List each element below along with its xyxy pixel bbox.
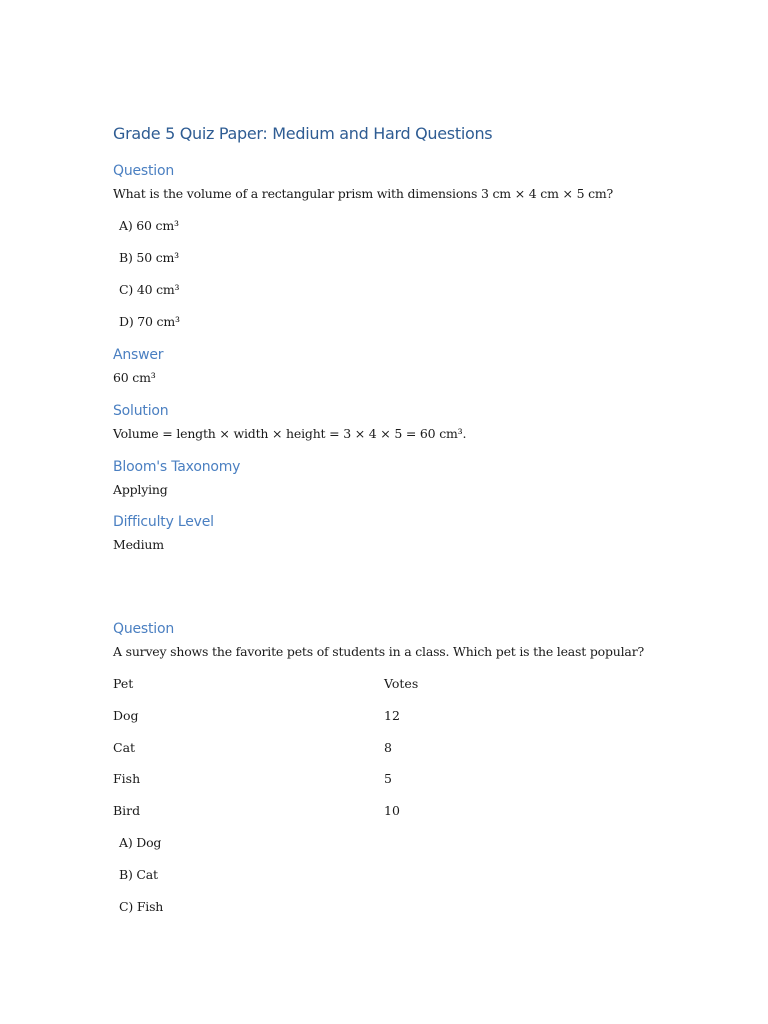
q1-option-c: C) 40 cm³: [119, 282, 180, 297]
q1-option-a: A) 60 cm³: [119, 218, 179, 233]
q1-option-d: D) 70 cm³: [119, 314, 180, 329]
table-header-pet: Pet: [113, 676, 134, 691]
q1-question-text: What is the volume of a rectangular prism with dimensions 3 cm × 4 cm × 5 cm?: [113, 186, 614, 201]
q1-difficulty-text: Medium: [113, 537, 164, 552]
q1-solution-heading: Solution: [113, 403, 169, 419]
q1-blooms-heading: Bloom's Taxonomy: [113, 459, 241, 475]
table-header-votes: Votes: [384, 676, 419, 691]
q1-option-b: B) 50 cm³: [119, 250, 179, 265]
q2-question-heading: Question: [113, 621, 175, 637]
q2-option-c: C) Fish: [119, 899, 164, 914]
q2-option-a: A) Dog: [119, 835, 162, 850]
table-cell-votes: 8: [384, 740, 392, 755]
q1-answer-heading: Answer: [113, 347, 164, 363]
table-cell-pet: Bird: [113, 803, 141, 818]
table-cell-votes: 12: [384, 708, 400, 723]
q1-solution-text: Volume = length × width × height = 3 × 4 × 5 = 60 cm³.: [113, 426, 467, 441]
table-cell-votes: 10: [384, 803, 400, 818]
table-cell-votes: 5: [384, 771, 392, 786]
q1-blooms-text: Applying: [113, 482, 168, 497]
table-cell-pet: Cat: [113, 740, 136, 755]
q1-answer-text: 60 cm³: [113, 370, 156, 385]
q1-question-heading: Question: [113, 163, 175, 179]
q2-option-b: B) Cat: [119, 867, 158, 882]
table-cell-pet: Dog: [113, 708, 139, 723]
page-title: Grade 5 Quiz Paper: Medium and Hard Questions: [113, 124, 493, 143]
q1-difficulty-heading: Difficulty Level: [113, 514, 214, 530]
table-cell-pet: Fish: [113, 771, 141, 786]
q2-question-text: A survey shows the favorite pets of students in a class. Which pet is the least popular?: [113, 644, 644, 659]
